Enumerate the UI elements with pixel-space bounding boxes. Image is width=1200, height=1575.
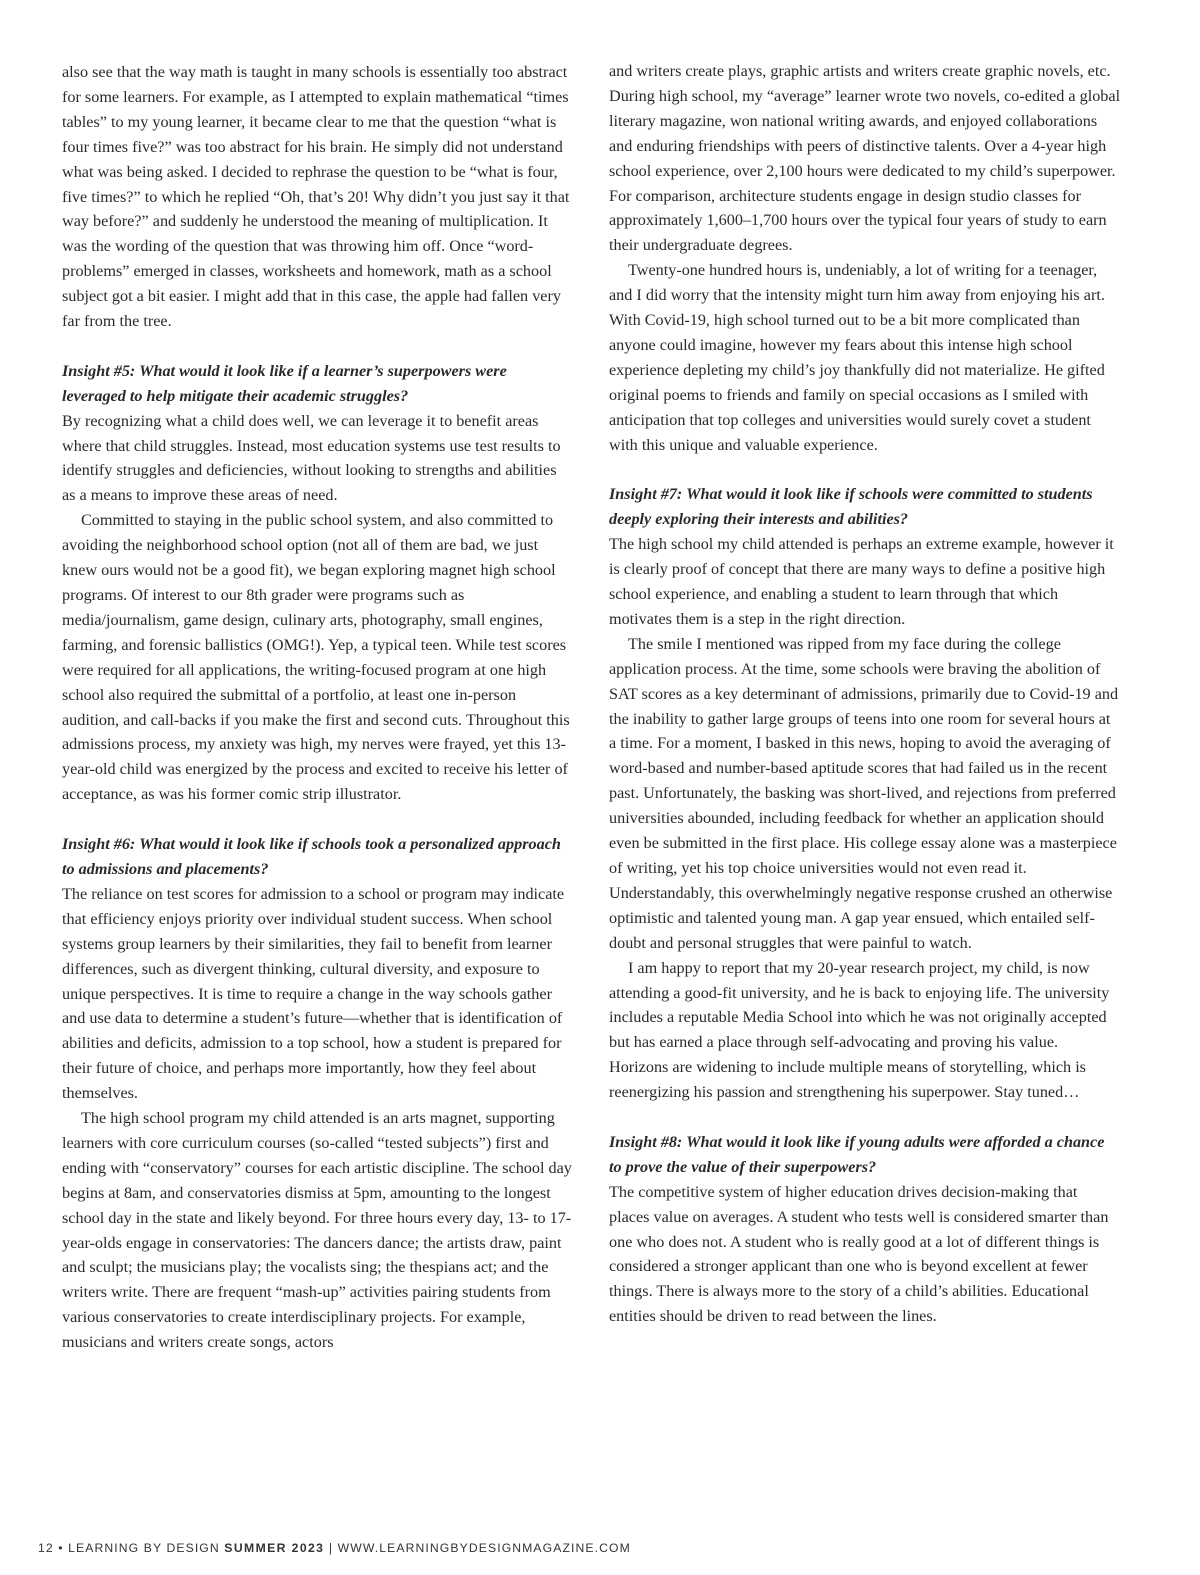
footer-bullet: •: [58, 1541, 64, 1555]
body-paragraph: The reliance on test scores for admission to a school or program may indicate that efficiency enjoys priority over individual student success. When school systems group learners by their similarities, they fail to benefit from learner differences, such as divergent thinking, cultural diversity, and exposure to unique perspectives. It is time to require a change in the way schools gather and use data to determine a student’s future—whether that is identification of abilities and deficits, admission to a top school, how a student is prepared for their future of choice, and perhaps more importantly, how they feel about themselves.: [62, 884, 565, 1103]
body-paragraph: also see that the way math is taught in many schools is essentially too abstract for some learners. For example, as I attempted to explain mathematical “times tables” to my young learner, it became clear to me that the question “what is four times five?” was too abstract for his brain. He simply did not understand what was being asked. I decided to rephrase the question to be “what is four, five times?” to which he replied “Oh, that’s 20! Why didn’t you just say it that way before?” and suddenly he understood the meaning of multiplication. It was the wording of the question that was throwing him off. Once “word-problems” emerged in classes, worksheets and homework, math as a school subject got a bit easier. I might add that in this case, the apple had fallen very far from the tree.: [62, 63, 570, 331]
body-paragraph: I am happy to report that my 20-year research project, my child, is now attending a good-fit university, and he is back to enjoying life. The university includes a reputable Media School into which he was not originally accepted but has earned a place through self-advocating and proving his value. Horizons are widening to include multiple means of storytelling, which is reenergizing his passion and strengthening his superpower. Stay tuned…: [609, 958, 1110, 1102]
left-column: [62, 60, 574, 1355]
footer-separator: |: [328, 1541, 334, 1555]
page-footer: [38, 1541, 631, 1555]
website-link[interactable]: WWW.LEARNINGBYDESIGNMAGAZINE.COM: [337, 1541, 631, 1555]
right-column: [609, 59, 1121, 1329]
body-paragraph: The smile I mentioned was ripped from my face during the college application process. At the time, some schools were braving the abolition of SAT scores as a key determinant of admissions, primarily due to Covid-19 and the inability to gather large groups of teens into one room for several hours at a time. For a moment, I basked in this news, hoping to avoid the averaging of word-based and number-based aptitude scores that had failed us in the recent past. Unfortunately, the basking was short-lived, and rejections from preferred universities abounded, including feedback for whether an application should even be submitted in the first place. His college essay alone was a masterpiece of writing, yet his top choice universities would not even read it. Understandably, this overwhelmingly negative response crushed an otherwise optimistic and talented young man. A gap year ensued, which entailed self-doubt and personal struggles that were painful to watch.: [609, 634, 1119, 952]
insight-heading: Insight #7: What would it look like if schools were committed to students deeply exploring their interests and abilities?: [609, 485, 1093, 529]
issue-label: SUMMER 2023: [224, 1541, 325, 1555]
insight-heading: Insight #6: What would it look like if schools took a personalized approach to admissions and placements?: [62, 835, 561, 878]
body-paragraph: Committed to staying in the public school system, and also committed to avoiding the neighborhood school option (not all of them are bad, we just knew ours would not be a good fit), we began exploring magnet high school programs. Of interest to our 8th grader were programs such as media/journalism, game design, culinary arts, photography, small engines, farming, and forensic ballistics (OMG!). Yep, a typical teen. While test scores were required for all applications, the writing-focused program at one high school also required the submittal of a portfolio, at least one in-person audition, and call-backs if you make the first and second cuts. Throughout this admissions process, my anxiety was high, my nerves were frayed, yet this 13-year-old child was energized by the process and excited to receive his letter of acceptance, as was his former comic strip illustrator.: [62, 511, 570, 804]
body-paragraph: Twenty-one hundred hours is, undeniably, a lot of writing for a teenager, and I did worry that the intensity might turn him away from enjoying his art. With Covid-19, high school turned out to be a bit more complicated than anyone could imagine, however my fears about this intense high school experience depleting my child’s joy thankfully did not materialize. He gifted original poems to friends and family on special occasions as I smiled with anticipation that top colleges and universities would surely covet a student with this unique and valuable experience.: [609, 261, 1105, 454]
body-paragraph: The high school my child attended is perhaps an extreme example, however it is clearly proof of concept that there are many ways to define a positive high school experience, and enabling a student to learn through that which motivates them is a step in the right direction.: [609, 535, 1114, 628]
body-paragraph: The high school program my child attended is an arts magnet, supporting learners with core curriculum courses (so-called “tested subjects”) first and ending with “conservatory” courses for each artistic discipline. The school day begins at 8am, and conservatories dismiss at 5pm, amounting to the longest school day in the state and likely beyond. For three hours every day, 13- to 17-year-olds engage in conservatories: The dancers dance; the artists draw, paint and sculpt; the musicians play; the vocalists sing; the thespians act; and the writers write. There are frequent “mash-up” activities pairing students from various conservatories to create interdisciplinary projects. For example, musicians and writers create songs, actors: [62, 1109, 572, 1352]
magazine-name: LEARNING BY DESIGN: [68, 1541, 220, 1555]
body-paragraph: The competitive system of higher education drives decision-making that places value on averages. A student who tests well is considered smarter than one who does not. A student who is really good at a lot of different things is considered a stronger applicant than one who is beyond excellent at fewer things. There is always more to the story of a child’s abilities. Educational entities should be driven to read between the lines.: [609, 1182, 1109, 1326]
body-paragraph: and writers create plays, graphic artists and writers create graphic novels, etc. During high school, my “average” learner wrote two novels, co-edited a global literary magazine, won national writing awards, and enjoyed collaborations and enduring friendships with peers of distinctive talents. Over a 4-year high school experience, over 2,100 hours were dedicated to my child’s superpower. For comparison, architecture students engage in design studio classes for approximately 1,600–1,700 hours over the typical four years of study to earn their undergraduate degrees.: [609, 62, 1121, 255]
page-number: 12: [38, 1541, 54, 1555]
body-paragraph: By recognizing what a child does well, we can leverage it to benefit areas where that child struggles. Instead, most education systems use test results to identify struggles and deficiencies, without looking to strengths and abilities as a means to improve these areas of need.: [62, 411, 561, 505]
insight-heading: Insight #5: What would it look like if a learner’s superpowers were leveraged to help mitigate their academic struggles?: [62, 361, 507, 405]
insight-heading: Insight #8: What would it look like if young adults were afforded a chance to prove the value of their superpowers?: [609, 1132, 1105, 1176]
